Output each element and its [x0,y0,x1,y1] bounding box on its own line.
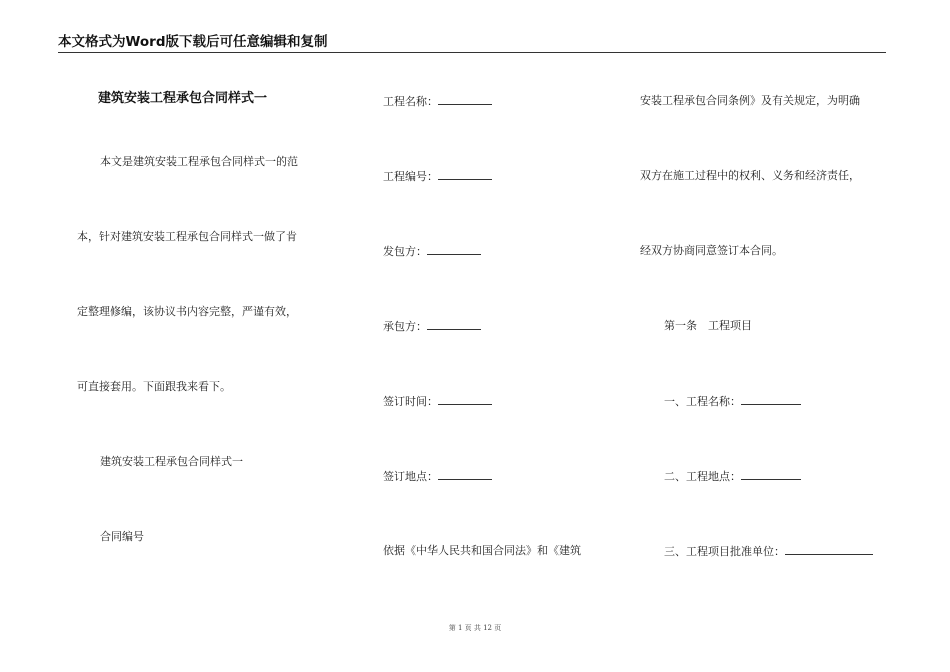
intro-line-4: 可直接套用。下面跟我来看下。 [77,380,231,393]
contract-subtitle: 建筑安装工程承包合同样式一 [100,455,243,468]
item-1-field [664,394,801,408]
sign-place-field [383,469,492,483]
contract-number-label: 合同编号 [100,530,144,543]
sign-place-blank [438,469,492,480]
item-1-label: 一、工程名称： [664,395,741,408]
contractor-label: 承包方： [383,320,427,333]
item-2-label: 二、工程地点： [664,470,741,483]
project-name-label: 工程名称： [383,95,438,108]
item-1-blank [741,394,801,405]
page-footer: 第 1 页 共 12 页 [448,624,502,632]
legal-basis-line: 依据《中华人民共和国合同法》和《建筑 [383,544,581,557]
item-3-field [664,544,873,558]
project-number-blank [438,169,492,180]
sign-place-label: 签订地点： [383,470,438,483]
item-3-blank [785,544,873,555]
item-2-blank [741,469,801,480]
sign-time-blank [438,394,492,405]
item-3-label: 三、工程项目批准单位： [664,545,785,558]
intro-line-2: 本，针对建筑安装工程承包合同样式一做了肯 [77,230,297,243]
employer-field [383,244,481,258]
project-number-label: 工程编号： [383,170,438,183]
employer-blank [427,244,481,255]
item-2-field [664,469,801,483]
project-name-field [383,94,492,108]
contractor-field [383,319,481,333]
article-1-heading: 第一条 工程项目 [664,319,752,332]
project-number-field [383,169,492,183]
employer-label: 发包方： [383,245,427,258]
project-name-blank [438,94,492,105]
sign-time-label: 签订时间： [383,395,438,408]
contractor-blank [427,319,481,330]
header-banner: 本文格式为Word版下载后可任意编辑和复制 [58,34,328,50]
body-line-2: 双方在施工过程中的权利、义务和经济责任， [640,169,860,182]
intro-line-1: 本文是建筑安装工程承包合同样式一的范 [100,155,298,168]
intro-line-3: 定整理修编，该协议书内容完整，严谨有效， [77,305,297,318]
body-line-3: 经双方协商同意签订本合同。 [640,244,783,257]
document-title: 建筑安装工程承包合同样式一 [98,91,268,106]
sign-time-field [383,394,492,408]
page-header [58,34,886,53]
body-line-1: 安装工程承包合同条例》及有关规定，为明确 [640,94,860,107]
